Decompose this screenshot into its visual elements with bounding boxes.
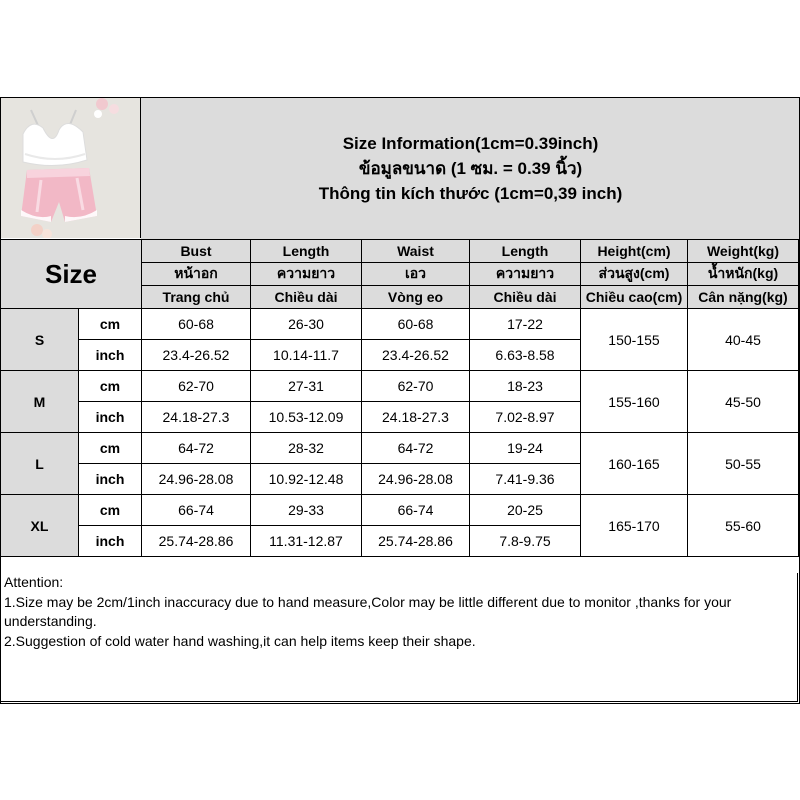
size-label: M bbox=[1, 371, 79, 433]
table-cell: 26-30 bbox=[251, 309, 362, 340]
column-header: หน้าอก bbox=[142, 263, 251, 286]
table-cell: 60-68 bbox=[362, 309, 470, 340]
table-cell: 27-31 bbox=[251, 371, 362, 402]
table-cell: 60-68 bbox=[142, 309, 251, 340]
table-cell: 23.4-26.52 bbox=[142, 340, 251, 371]
table-cell: 66-74 bbox=[142, 495, 251, 526]
table-cell: 29-33 bbox=[251, 495, 362, 526]
table-cell: 18-23 bbox=[470, 371, 581, 402]
table-row bbox=[1, 371, 799, 402]
size-information-title bbox=[141, 98, 800, 239]
table-cell: 20-25 bbox=[470, 495, 581, 526]
title-thai: ข้อมูลขนาด (1 ซม. = 0.39 นิ้ว) bbox=[358, 159, 583, 178]
table-cell: 7.8-9.75 bbox=[470, 526, 581, 557]
height-cell: 155-160 bbox=[581, 371, 688, 433]
column-header: ความยาว bbox=[470, 263, 581, 286]
unit-label: cm bbox=[79, 433, 142, 464]
table-cell: 24.96-28.08 bbox=[142, 464, 251, 495]
product-photo bbox=[1, 98, 141, 238]
table-cell: 10.14-11.7 bbox=[251, 340, 362, 371]
height-cell: 150-155 bbox=[581, 309, 688, 371]
column-header: Cân nặng(kg) bbox=[688, 286, 799, 309]
table-cell: 25.74-28.86 bbox=[362, 526, 470, 557]
title-vietnamese: Thông tin kích thước (1cm=0,39 inch) bbox=[318, 184, 623, 203]
unit-label: inch bbox=[79, 526, 142, 557]
column-header: Vòng eo bbox=[362, 286, 470, 309]
title-english: Size Information(1cm=0.39inch) bbox=[342, 134, 599, 153]
table-cell: 19-24 bbox=[470, 433, 581, 464]
table-cell: 24.96-28.08 bbox=[362, 464, 470, 495]
size-label: L bbox=[1, 433, 79, 495]
table-cell: 10.92-12.48 bbox=[251, 464, 362, 495]
table-cell: 11.31-12.87 bbox=[251, 526, 362, 557]
unit-label: inch bbox=[79, 464, 142, 495]
table-cell: 6.63-8.58 bbox=[470, 340, 581, 371]
column-header: Length bbox=[251, 240, 362, 263]
unit-label: cm bbox=[79, 371, 142, 402]
column-header: Chiều dài bbox=[251, 286, 362, 309]
unit-label: cm bbox=[79, 495, 142, 526]
size-table bbox=[0, 239, 799, 557]
header-row-english bbox=[1, 240, 799, 263]
attention-notes bbox=[0, 573, 798, 702]
table-cell: 25.74-28.86 bbox=[142, 526, 251, 557]
column-header: Length bbox=[470, 240, 581, 263]
column-header: ส่วนสูง(cm) bbox=[581, 263, 688, 286]
table-row bbox=[1, 433, 799, 464]
size-label: XL bbox=[1, 495, 79, 557]
height-cell: 165-170 bbox=[581, 495, 688, 557]
unit-label: inch bbox=[79, 340, 142, 371]
weight-cell: 55-60 bbox=[688, 495, 799, 557]
table-cell: 17-22 bbox=[470, 309, 581, 340]
attention-note-1-continued: understanding. bbox=[4, 613, 97, 629]
column-header: Weight(kg) bbox=[688, 240, 799, 263]
table-cell: 24.18-27.3 bbox=[142, 402, 251, 433]
column-header: น้ำหนัก(kg) bbox=[688, 263, 799, 286]
table-cell: 24.18-27.3 bbox=[362, 402, 470, 433]
column-header: เอว bbox=[362, 263, 470, 286]
unit-label: inch bbox=[79, 402, 142, 433]
table-cell: 23.4-26.52 bbox=[362, 340, 470, 371]
attention-heading: Attention: bbox=[4, 574, 64, 590]
lingerie-set-image bbox=[1, 98, 140, 238]
table-cell: 64-72 bbox=[142, 433, 251, 464]
column-header: Waist bbox=[362, 240, 470, 263]
table-cell: 62-70 bbox=[362, 371, 470, 402]
table-cell: 64-72 bbox=[362, 433, 470, 464]
column-header: Chiều dài bbox=[470, 286, 581, 309]
size-header: Size bbox=[1, 240, 142, 309]
unit-label: cm bbox=[79, 309, 142, 340]
table-row bbox=[1, 309, 799, 340]
size-label: S bbox=[1, 309, 79, 371]
attention-note-1: 1.Size may be 2cm/1inch inaccuracy due to hand measure,Color may be little different due to monitor ,thanks for your bbox=[4, 593, 732, 610]
height-cell: 160-165 bbox=[581, 433, 688, 495]
table-cell: 62-70 bbox=[142, 371, 251, 402]
table-cell: 66-74 bbox=[362, 495, 470, 526]
weight-cell: 50-55 bbox=[688, 433, 799, 495]
table-cell: 10.53-12.09 bbox=[251, 402, 362, 433]
table-cell: 7.02-8.97 bbox=[470, 402, 581, 433]
column-header: Height(cm) bbox=[581, 240, 688, 263]
table-cell: 28-32 bbox=[251, 433, 362, 464]
size-chart bbox=[0, 97, 800, 704]
attention-note-2: 2.Suggestion of cold water hand washing,it can help items keep their shape. bbox=[4, 632, 476, 649]
column-header: Chiều cao(cm) bbox=[581, 286, 688, 309]
column-header: Trang chủ bbox=[142, 286, 251, 309]
weight-cell: 45-50 bbox=[688, 371, 799, 433]
table-row bbox=[1, 495, 799, 526]
table-cell: 7.41-9.36 bbox=[470, 464, 581, 495]
column-header: ความยาว bbox=[251, 263, 362, 286]
column-header: Bust bbox=[142, 240, 251, 263]
weight-cell: 40-45 bbox=[688, 309, 799, 371]
